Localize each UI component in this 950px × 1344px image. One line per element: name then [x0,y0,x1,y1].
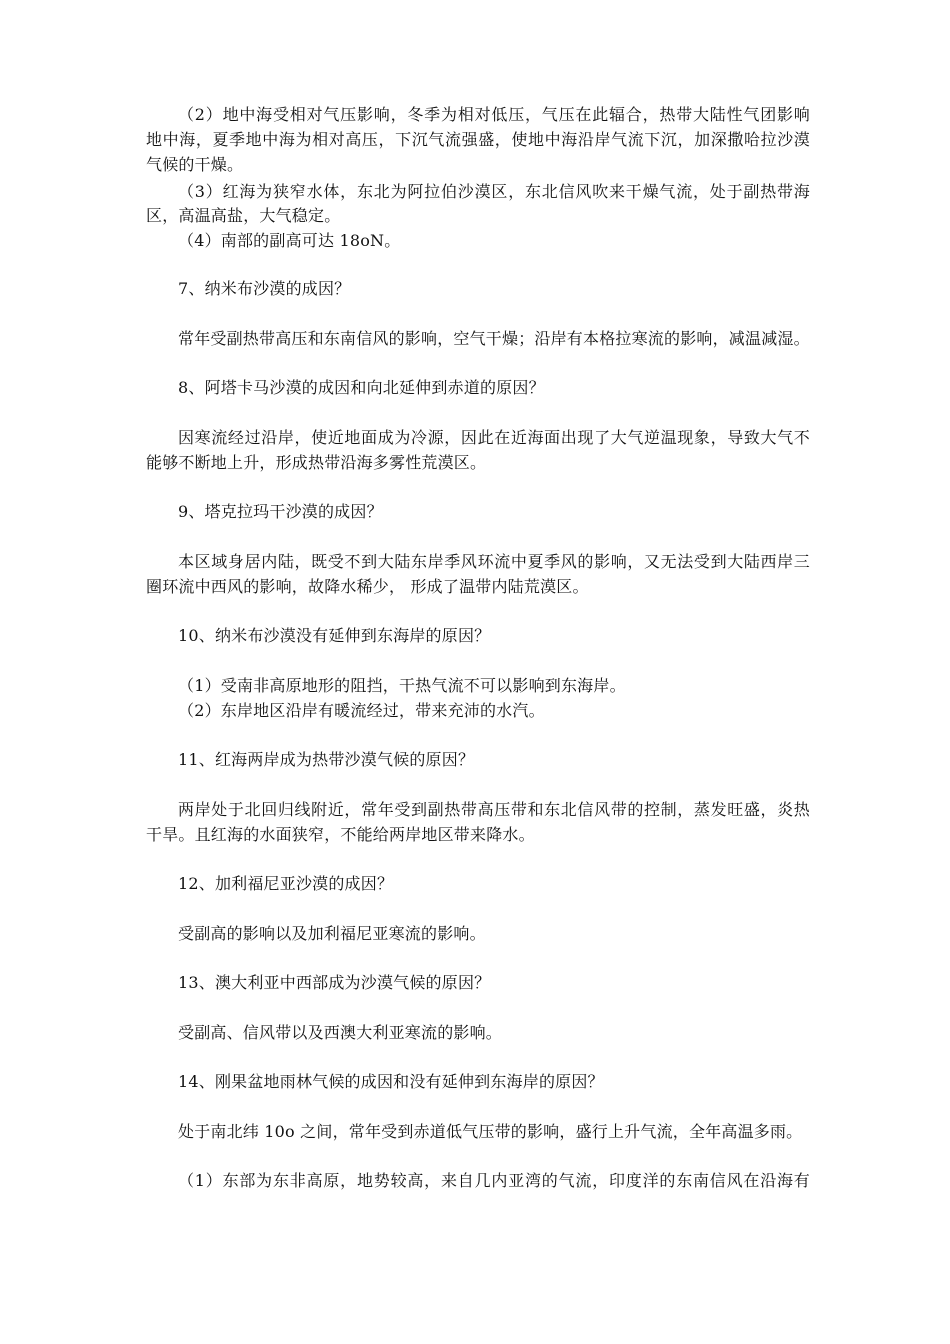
answer-text: 本区域身居内陆，既受不到大陆东岸季风环流中夏季风的影响，又无法受到大陆西岸三 [178,552,810,571]
answer-text: 干旱。且红海的水面狭窄，不能给两岸地区带来降水。 [146,825,535,844]
answer-text: 能够不断地上升，形成热带沿海多雾性荒漠区。 [146,453,487,472]
question-heading: 12、加利福尼亚沙漠的成因？ [178,874,394,893]
answer-text: 处于南北纬 10o 之间，常年受到赤道低气压带的影响，盛行上升气流，全年高温多雨。 [178,1122,803,1141]
answer-text: （1）受南非高原地形的阻挡，干热气流不可以影响到东海岸。 [178,676,626,695]
question-heading: 10、纳米布沙漠没有延伸到东海岸的原因？ [178,626,491,645]
question-heading: 7、纳米布沙漠的成因？ [178,279,351,298]
text-line: （4）南部的副高可达 18oN。 [178,231,401,250]
question-heading: 8、阿塔卡马沙漠的成因和向北延伸到赤道的原因？ [178,378,545,397]
answer-text: 常年受副热带高压和东南信风的影响，空气干燥；沿岸有本格拉寒流的影响，减温减湿。 [178,329,810,348]
answer-text: （1）东部为东非高原，地势较高，来自几内亚湾的气流，印度洋的东南信风在沿海有 [178,1171,810,1190]
question-heading: 9、塔克拉玛干沙漠的成因？ [178,502,383,521]
answer-text: 受副高、信风带以及西澳大利亚寒流的影响。 [178,1023,503,1042]
answer-text: 因寒流经过沿岸，使近地面成为冷源，因此在近海面出现了大气逆温现象，导致大气不 [178,428,810,447]
text-line: （3）红海为狭窄水体，东北为阿拉伯沙漠区，东北信风吹来干燥气流，处于副热带海 [178,182,810,201]
question-heading: 13、澳大利亚中西部成为沙漠气候的原因？ [178,973,491,992]
answer-text: 两岸处于北回归线附近，常年受到副热带高压带和东北信风带的控制，蒸发旺盛，炎热 [178,800,810,819]
text-line: （2）地中海受相对气压影响，冬季为相对低压，气压在此辐合，热带大陆性气团影响 [178,105,810,124]
answer-text: 圈环流中西风的影响，故降水稀少， 形成了温带内陆荒漠区。 [146,577,589,596]
text-line: 气候的干燥。 [146,155,244,174]
answer-text: （2）东岸地区沿岸有暖流经过，带来充沛的水汽。 [178,701,545,720]
question-heading: 11、红海两岸成为热带沙漠气候的原因？ [178,750,475,769]
text-line: 地中海，夏季地中海为相对高压，下沉气流强盛，使地中海沿岸气流下沉，加深撒哈拉沙漠 [146,130,810,149]
text-line: 区，高温高盐，大气稳定。 [146,206,341,225]
question-heading: 14、刚果盆地雨林气候的成因和没有延伸到东海岸的原因？ [178,1072,604,1091]
answer-text: 受副高的影响以及加利福尼亚寒流的影响。 [178,924,486,943]
